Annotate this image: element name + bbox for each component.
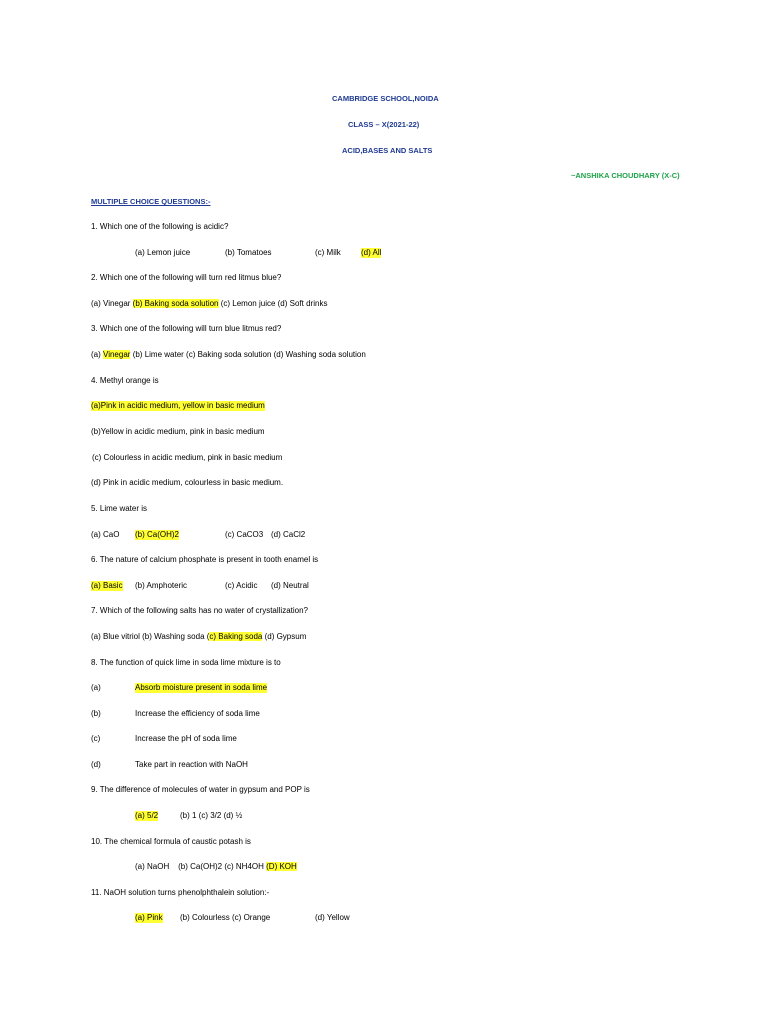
q1-option-b: (b) Tomatoes — [225, 248, 272, 257]
q3-option-rest: (b) Lime water (c) Baking soda solution (d) Washing soda solution — [132, 350, 366, 359]
q10-option-d-answer: (D) KOH — [266, 862, 297, 871]
question-7: 7. Which of the following salts has no water of crystallization? — [91, 606, 308, 615]
q10-option-a: (a) NaOH — [135, 862, 170, 871]
q9-option-rest: (b) 1 (c) 3/2 (d) ½ — [180, 811, 243, 820]
question-9: 9. The difference of molecules of water in gypsum and POP is — [91, 785, 310, 794]
q1-option-c: (c) Milk — [315, 248, 341, 257]
q7-option-c-answer: c) Baking soda — [209, 632, 263, 641]
q8-option-d: Take part in reaction with NaOH — [135, 760, 248, 769]
q3-option-a-answer: Vinegar — [103, 350, 131, 359]
q11-option-a-answer: (a) Pink — [135, 913, 163, 922]
q4-option-b: (b)Yellow in acidic medium, pink in basic medium — [91, 427, 265, 436]
question-5: 5. Lime water is — [91, 504, 148, 513]
q4-option-a-answer: (a)Pink in acidic medium, yellow in basic medium — [91, 401, 265, 410]
question-3: 3. Which one of the following will turn blue litmus red? — [91, 324, 282, 333]
q11-option-rest: (b) Colourless (c) Orange — [180, 913, 271, 922]
q8-option-a-answer: Absorb moisture present in soda lime — [135, 683, 268, 692]
school-name: CAMBRIDGE SCHOOL,NOIDA — [332, 94, 439, 103]
q8-option-c-label: (c) — [91, 734, 101, 743]
q11-option-d: (d) Yellow — [315, 913, 350, 922]
question-10: 10. The chemical formula of caustic potash is — [91, 837, 251, 846]
q5-option-d: (d) CaCl2 — [271, 530, 306, 539]
section-title: MULTIPLE CHOICE QUESTIONS:- — [91, 197, 211, 206]
q6-option-b: (b) Amphoteric — [135, 581, 188, 590]
q9-option-a-answer: (a) 5/2 — [135, 811, 159, 820]
q10-option-rest: (b) Ca(OH)2 (c) NH4OH — [178, 862, 264, 871]
q7-option-d: (d) Gypsum — [264, 632, 307, 641]
topic-title: ACID,BASES AND SALTS — [342, 146, 433, 155]
question-2: 2. Which one of the following will turn red litmus blue? — [91, 273, 282, 282]
q7-options-ab: (a) Blue vitriol (b) Washing soda ( — [91, 632, 210, 641]
q6-option-d: (d) Neutral — [271, 581, 309, 590]
q5-option-c: (c) CaCO3 — [225, 530, 264, 539]
q1-option-a: (a) Lemon juice — [135, 248, 191, 257]
class-title: CLASS – X(2021-22) — [348, 120, 420, 129]
q4-option-c: (c) Colourless in acidic medium, pink in basic medium — [92, 453, 283, 462]
q5-option-b-answer: (b) Ca(OH)2 — [135, 530, 180, 539]
q3-option-a-prefix: (a) — [91, 350, 101, 359]
q1-option-d-answer: (d) All — [361, 248, 382, 257]
question-6: 6. The nature of calcium phosphate is present in tooth enamel is — [91, 555, 319, 564]
q2-option-a: (a) Vinegar — [91, 299, 131, 308]
q5-option-a: (a) CaO — [91, 530, 120, 539]
q8-option-c: Increase the pH of soda lime — [135, 734, 237, 743]
q8-option-a-label: (a) — [91, 683, 101, 692]
author-name: ~ANSHIKA CHOUDHARY (X-C) — [571, 171, 680, 180]
q8-option-b-label: (b) — [91, 709, 101, 718]
q2-options-line — [91, 299, 327, 309]
q8-option-b: Increase the efficiency of soda lime — [135, 709, 260, 718]
q4-option-d: (d) Pink in acidic medium, colourless in basic medium. — [91, 478, 284, 487]
q3-options-line — [91, 350, 366, 360]
q6-option-c: (c) Acidic — [225, 581, 258, 590]
question-1: 1. Which one of the following is acidic? — [91, 222, 229, 231]
q6-option-a-answer: (a) Basic — [91, 581, 123, 590]
question-11: 11. NaOH solution turns phenolphthalein solution:- — [91, 888, 270, 897]
question-8: 8. The function of quick lime in soda lime mixture is to — [91, 658, 281, 667]
q2-option-b-answer: (b) Baking soda solution — [132, 299, 219, 308]
question-4: 4. Methyl orange is — [91, 376, 159, 385]
q7-options-line — [91, 632, 306, 642]
q2-option-rest: (c) Lemon juice (d) Soft drinks — [220, 299, 328, 308]
q10-options-line — [135, 862, 297, 872]
q8-option-d-label: (d) — [91, 760, 101, 769]
